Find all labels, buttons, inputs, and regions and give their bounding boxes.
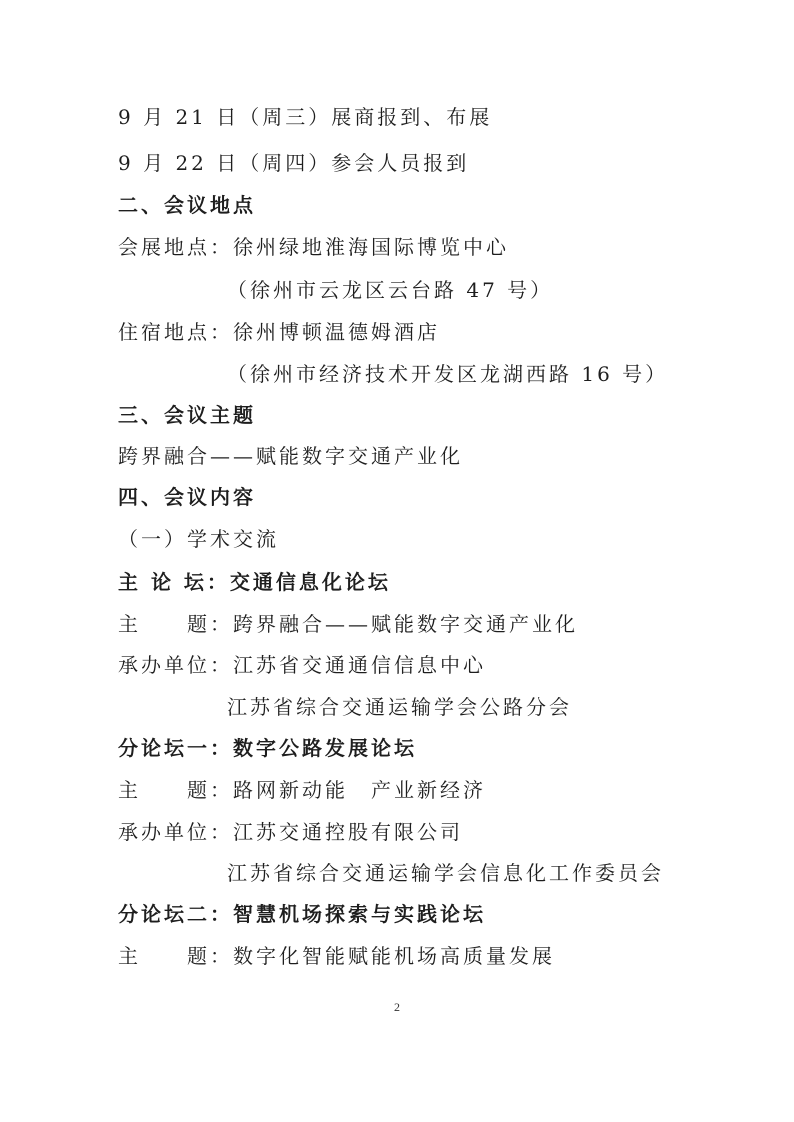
section-heading-theme: 三、会议主题 [118,403,256,427]
schedule-line-sep21: 9 月 21 日（周三）展商报到、布展 [118,105,493,129]
page-number: 2 [394,1000,400,1014]
venue-exhibition-address: （徐州市云龙区云台路 47 号） [227,278,554,302]
forum-sub1-organizer-2: 江苏省综合交通运输学会信息化工作委员会 [227,861,664,885]
forum-main-title: 主 论 坛：交通信息化论坛 [118,570,391,594]
section-heading-content: 四、会议内容 [118,485,256,509]
subsection-academic: （一）学术交流 [118,527,279,551]
section-heading-venue: 二、会议地点 [118,193,256,217]
forum-sub1-organizer: 承办单位：江苏交通控股有限公司 [118,820,463,844]
forum-main-organizer-2: 江苏省综合交通运输学会公路分会 [227,695,572,719]
forum-main-organizer: 承办单位：江苏省交通通信信息中心 [118,653,486,677]
schedule-line-sep22: 9 月 22 日（周四）参会人员报到 [118,151,470,175]
venue-hotel: 住宿地点：徐州博顿温德姆酒店 [118,320,440,344]
venue-exhibition: 会展地点：徐州绿地淮海国际博览中心 [118,235,509,259]
forum-sub2-topic: 主 题：数字化智能赋能机场高质量发展 [118,944,555,968]
theme-text: 跨界融合——赋能数字交通产业化 [118,444,463,468]
venue-hotel-address: （徐州市经济技术开发区龙湖西路 16 号） [227,362,669,386]
forum-main-topic: 主 题：跨界融合——赋能数字交通产业化 [118,612,578,636]
forum-sub1-title: 分论坛一：数字公路发展论坛 [118,736,417,760]
forum-sub1-topic: 主 题：路网新动能 产业新经济 [118,778,486,802]
forum-sub2-title: 分论坛二：智慧机场探索与实践论坛 [118,902,486,926]
